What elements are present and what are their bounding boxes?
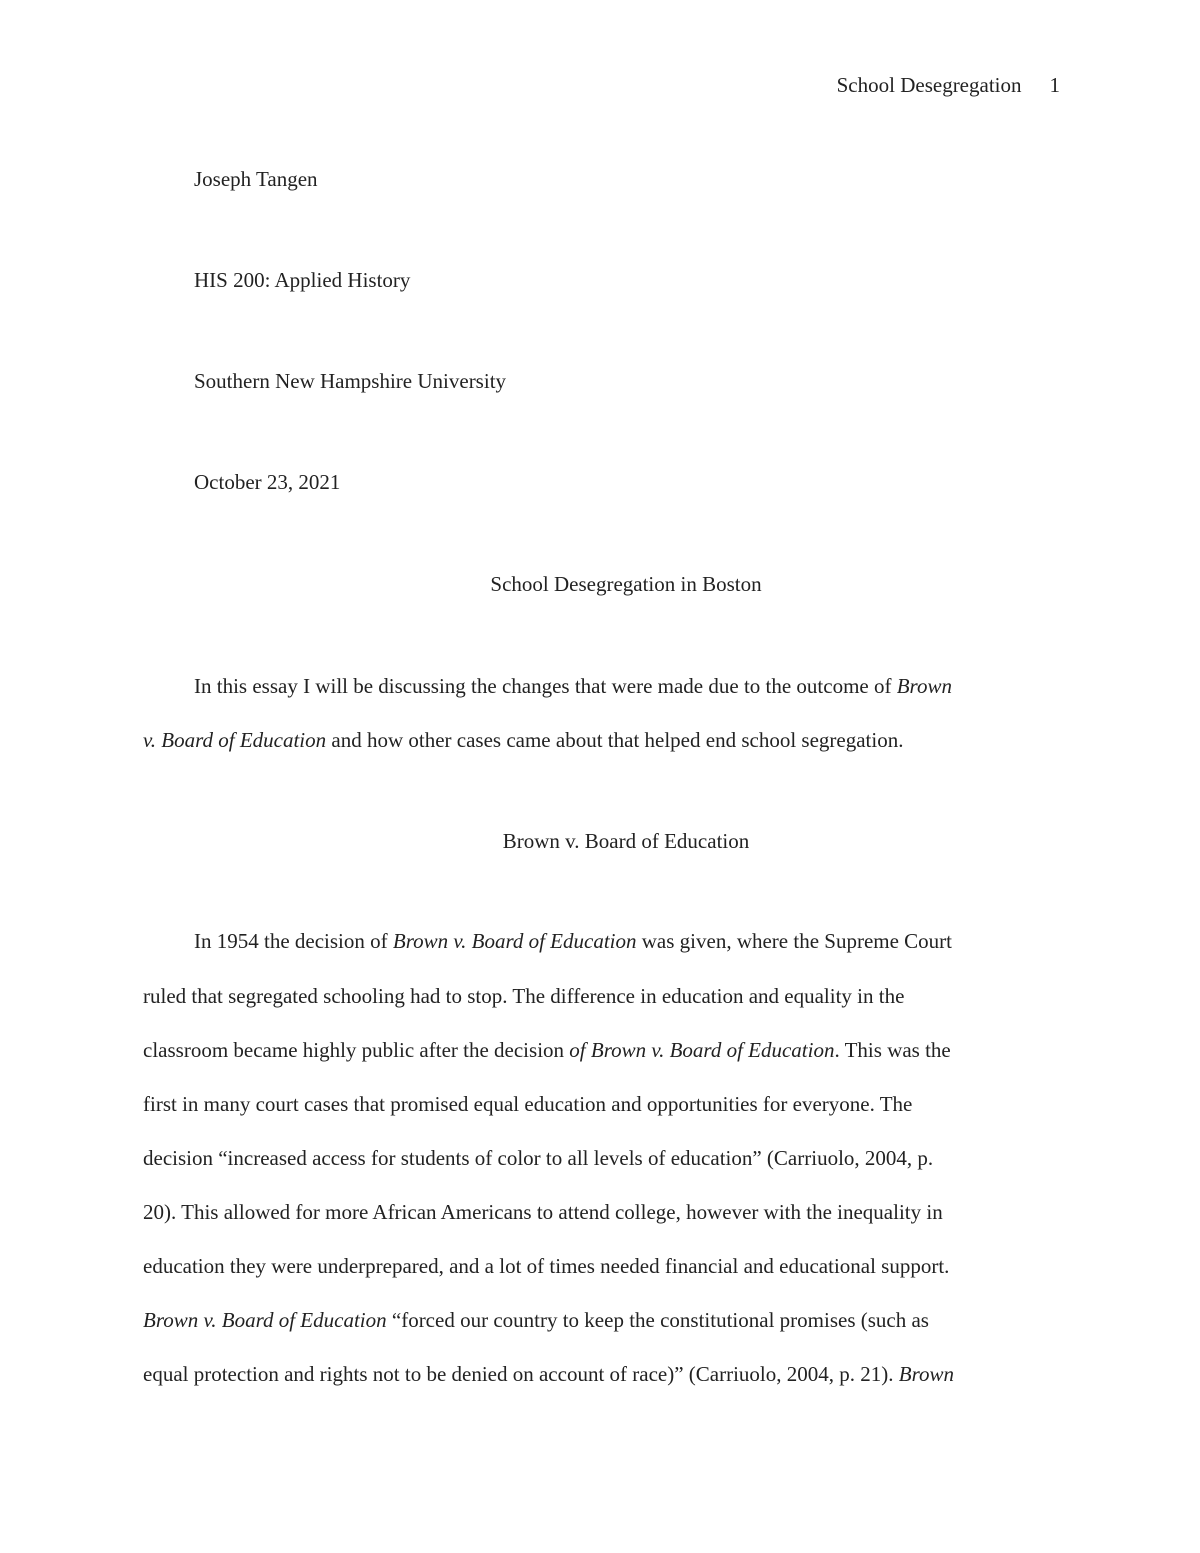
body-text: was given, where the Supreme Court xyxy=(636,929,953,953)
body-line-2: ruled that segregated schooling had to stop. The difference in education and equality in the xyxy=(143,984,905,1008)
body-line-1 xyxy=(194,929,1101,954)
paper-date: October 23, 2021 xyxy=(194,470,341,494)
body-text: classroom became highly public after the decision xyxy=(143,1038,570,1062)
body-line-8 xyxy=(143,1308,1050,1333)
case-name-italic: Brown v. Board of Education xyxy=(143,1308,387,1332)
running-head xyxy=(837,73,1060,98)
case-name-italic: v. Board of Education xyxy=(143,728,327,752)
body-line-4: first in many court cases that promised equal education and opportunities for everyone. The xyxy=(143,1092,913,1116)
running-head-title: School Desegregation xyxy=(836,73,1022,97)
body-text: “forced our country to keep the constitutional promises (such as xyxy=(386,1308,929,1332)
author-name: Joseph Tangen xyxy=(194,167,318,191)
body-text: . This was the xyxy=(834,1038,951,1062)
case-name-italic: Brown xyxy=(896,674,952,698)
body-line-7: education they were underprepared, and a lot of times needed financial and educational support. xyxy=(143,1254,950,1278)
case-name-italic: Brown v. Board of Education xyxy=(392,929,637,953)
intro-line-2 xyxy=(143,728,1050,753)
body-text: In 1954 the decision of xyxy=(194,929,393,953)
case-name-italic: of Brown v. Board of Education xyxy=(569,1038,835,1062)
body-line-6: 20). This allowed for more African Americans to attend college, however with the inequality in xyxy=(143,1200,943,1224)
body-text: equal protection and rights not to be denied on account of race)” (Carriuolo, 2004, p. 21). xyxy=(143,1362,899,1386)
institution-name: Southern New Hampshire University xyxy=(194,369,507,393)
body-line-3 xyxy=(143,1038,1050,1063)
body-line-5: decision “increased access for students of color to all levels of education” (Carriuolo, 2004, p. xyxy=(143,1146,934,1170)
page-number: 1 xyxy=(1049,73,1060,97)
paper-title: School Desegregation in Boston xyxy=(490,572,762,596)
body-line-9 xyxy=(143,1362,1050,1387)
intro-line-1 xyxy=(194,674,1101,699)
intro-text: In this essay I will be discussing the changes that were made due to the outcome of xyxy=(194,674,897,698)
intro-text: and how other cases came about that helped end school segregation. xyxy=(326,728,904,752)
course-name: HIS 200: Applied History xyxy=(194,268,411,292)
case-name-italic: Brown xyxy=(898,1362,954,1386)
section-heading: Brown v. Board of Education xyxy=(502,829,750,853)
